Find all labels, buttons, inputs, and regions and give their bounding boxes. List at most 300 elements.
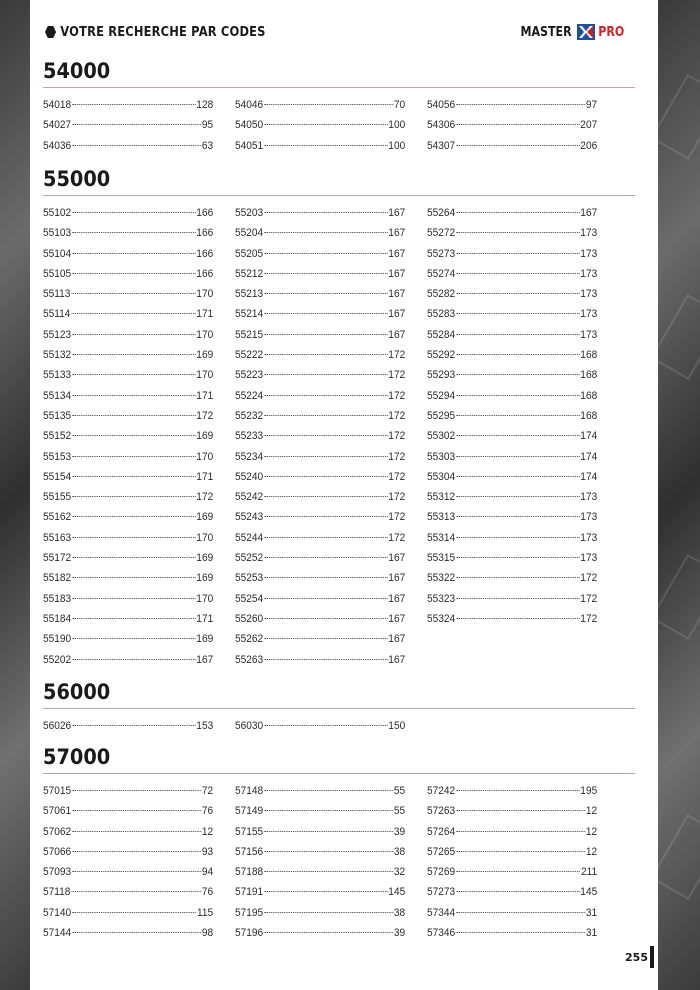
index-entry	[235, 264, 405, 284]
dot-leader	[72, 659, 195, 660]
dot-leader	[72, 932, 201, 933]
index-entry	[43, 115, 213, 135]
dot-leader	[72, 577, 195, 578]
page-reference: 172	[196, 409, 214, 422]
dot-leader	[264, 659, 387, 660]
index-entry	[43, 923, 213, 943]
index-entry	[235, 923, 405, 943]
index-entry	[235, 406, 405, 426]
header-title	[45, 24, 266, 40]
product-code: 55134	[43, 389, 72, 402]
section-57000	[43, 744, 635, 943]
page-reference: 55	[393, 785, 406, 797]
index-entry	[427, 264, 597, 284]
index-entry	[427, 325, 597, 345]
dot-leader	[72, 456, 195, 457]
page-reference: 172	[388, 389, 406, 402]
product-code: 55264	[427, 207, 456, 219]
page-reference: 172	[388, 531, 406, 544]
dot-leader	[72, 395, 195, 396]
index-entry	[235, 386, 405, 406]
product-code: 55253	[235, 572, 264, 585]
logo-master-text: MASTER	[520, 24, 572, 40]
page-reference: 31	[585, 906, 598, 919]
index-entry	[235, 528, 405, 548]
index-entry	[235, 365, 405, 385]
index-entry	[235, 862, 405, 882]
dot-leader	[72, 638, 195, 639]
page-reference: 63	[201, 139, 214, 152]
page-reference: 38	[393, 906, 406, 919]
page-reference: 12	[585, 825, 598, 838]
section-title: 56000	[43, 680, 111, 704]
dot-leader	[72, 415, 195, 416]
product-code: 55294	[427, 389, 456, 402]
dot-leader	[456, 212, 579, 213]
index-entry	[235, 801, 405, 821]
index-entry	[43, 304, 213, 324]
product-code: 55105	[43, 267, 72, 280]
product-code: 55190	[43, 633, 72, 646]
index-entry	[43, 426, 213, 446]
index-entry	[235, 467, 405, 487]
dot-leader	[72, 790, 201, 791]
page-reference: 170	[196, 369, 214, 382]
product-code: 54056	[427, 99, 456, 111]
index-column	[427, 203, 597, 629]
product-code: 55183	[43, 592, 72, 605]
page-reference: 167	[388, 288, 406, 301]
index-entry	[427, 781, 597, 801]
index-entry	[235, 548, 405, 568]
dot-leader	[264, 537, 387, 538]
dot-leader	[264, 395, 387, 396]
index-entry	[427, 548, 597, 568]
index-entry	[427, 822, 597, 842]
dot-leader	[72, 253, 195, 254]
index-entry	[43, 136, 213, 156]
section-divider	[43, 195, 635, 196]
index-entry	[427, 923, 597, 943]
page-reference: 12	[201, 825, 214, 838]
page-reference: 170	[196, 531, 214, 544]
product-code: 57061	[43, 805, 72, 818]
page-reference: 168	[580, 389, 598, 402]
page-reference: 167	[388, 267, 406, 280]
product-code: 55303	[427, 450, 456, 463]
product-code: 57344	[427, 906, 456, 919]
dot-leader	[264, 516, 387, 517]
product-code: 55223	[235, 369, 264, 382]
dot-leader	[456, 334, 579, 335]
dot-leader	[456, 124, 579, 125]
section-title: 57000	[43, 745, 111, 769]
background-right-strip	[658, 0, 700, 990]
index-entry	[43, 386, 213, 406]
page-reference: 76	[201, 805, 214, 818]
background-left-strip	[0, 0, 30, 990]
index-entry	[43, 95, 213, 115]
dot-leader	[264, 912, 393, 913]
product-code: 56026	[43, 720, 72, 732]
index-entry	[427, 284, 597, 304]
product-code: 55315	[427, 552, 456, 565]
page-reference: 70	[393, 99, 406, 111]
product-code: 54018	[43, 99, 72, 111]
product-code: 55212	[235, 267, 264, 280]
index-entry	[427, 467, 597, 487]
index-entry	[235, 115, 405, 135]
index-entry	[235, 325, 405, 345]
product-code: 55233	[235, 430, 264, 443]
dot-leader	[456, 577, 579, 578]
product-code: 55292	[427, 349, 456, 362]
index-entry	[235, 95, 405, 115]
index-entry	[427, 203, 597, 223]
page-reference: 172	[388, 491, 406, 504]
dot-leader	[456, 354, 579, 355]
dot-leader	[264, 618, 387, 619]
product-code: 57118	[43, 886, 71, 899]
page-reference: 150	[388, 720, 406, 732]
index-entry	[427, 244, 597, 264]
index-entry	[427, 406, 597, 426]
page-reference: 172	[388, 511, 406, 524]
dot-leader	[264, 232, 387, 233]
dot-leader	[264, 374, 387, 375]
index-entry	[235, 716, 405, 736]
page-reference: 167	[388, 308, 406, 321]
logo-pro-text: PRO	[598, 24, 625, 40]
product-code: 55184	[43, 612, 72, 625]
page-reference: 211	[581, 866, 598, 879]
index-entry	[43, 568, 213, 588]
page-reference: 173	[580, 531, 598, 544]
product-code: 54046	[235, 99, 264, 111]
index-entry	[235, 781, 405, 801]
page-reference: 167	[388, 612, 406, 625]
index-column	[235, 781, 405, 943]
product-code: 55162	[43, 511, 72, 524]
index-entry	[235, 304, 405, 324]
dot-leader	[264, 790, 393, 791]
page-reference: 172	[580, 572, 598, 585]
dot-leader	[456, 253, 579, 254]
dot-leader	[72, 912, 196, 913]
product-code: 55284	[427, 328, 456, 341]
product-code: 55202	[43, 653, 72, 666]
hexagon-bullet-icon	[45, 26, 56, 38]
product-code: 55205	[235, 247, 264, 260]
index-entry	[43, 822, 213, 842]
page-reference: 39	[393, 927, 406, 940]
dot-leader	[456, 891, 579, 892]
index-entry	[235, 568, 405, 588]
dot-leader	[456, 145, 579, 146]
product-code: 57156	[235, 845, 264, 858]
product-code: 55172	[43, 552, 72, 565]
product-code: 57155	[235, 825, 264, 838]
index-entry	[43, 325, 213, 345]
page-reference: 169	[196, 552, 214, 565]
product-code: 55282	[427, 288, 456, 301]
product-code: 55224	[235, 389, 264, 402]
dot-leader	[456, 435, 579, 436]
product-code: 57273	[427, 886, 456, 899]
index-entry	[427, 903, 597, 923]
product-code: 57140	[43, 906, 72, 919]
index-entry	[235, 487, 405, 507]
product-code: 55263	[235, 653, 264, 666]
page-reference: 12	[585, 845, 598, 858]
page-reference: 169	[196, 633, 214, 646]
dot-leader	[456, 496, 579, 497]
product-code: 57264	[427, 825, 456, 838]
page-reference: 32	[393, 866, 406, 879]
page-reference: 171	[196, 308, 214, 321]
dot-leader	[456, 810, 585, 811]
page-reference: 169	[196, 430, 214, 443]
dot-leader	[456, 516, 579, 517]
page-reference: 153	[196, 720, 214, 732]
dot-leader	[264, 831, 393, 832]
dot-leader	[72, 618, 195, 619]
index-entry	[43, 609, 213, 629]
product-code: 57148	[235, 785, 264, 797]
product-code: 55204	[235, 227, 264, 240]
index-entry	[43, 862, 213, 882]
page-reference: 172	[388, 430, 406, 443]
page-reference: 171	[196, 612, 214, 625]
dot-leader	[71, 891, 201, 892]
index-entry	[43, 203, 213, 223]
page-reference: 170	[196, 328, 214, 341]
index-entry	[43, 842, 213, 862]
index-entry	[43, 882, 213, 902]
masterpro-logo	[516, 24, 627, 40]
index-entry	[427, 568, 597, 588]
dot-leader	[264, 932, 393, 933]
dot-leader	[71, 293, 195, 294]
index-entry	[427, 609, 597, 629]
product-code: 55262	[235, 633, 264, 646]
index-column	[427, 781, 597, 943]
index-entry	[427, 447, 597, 467]
dot-leader	[264, 476, 387, 477]
page-reference: 128	[196, 99, 214, 111]
dot-leader	[72, 273, 195, 274]
product-code: 55104	[43, 247, 72, 260]
dot-leader	[264, 212, 387, 213]
product-code: 55155	[43, 491, 72, 504]
dot-leader	[456, 395, 579, 396]
page-reference: 12	[585, 805, 598, 818]
page-reference: 173	[580, 288, 598, 301]
page-reference: 169	[196, 572, 214, 585]
dot-leader	[456, 232, 579, 233]
index-entry	[427, 862, 597, 882]
product-code: 55114	[43, 308, 71, 321]
page-reference: 168	[580, 409, 598, 422]
dot-leader	[456, 831, 585, 832]
product-code: 57093	[43, 866, 72, 879]
product-code: 55182	[43, 572, 72, 585]
page-reference: 173	[580, 227, 598, 240]
product-code: 57196	[235, 927, 264, 940]
page-reference: 167	[388, 207, 406, 219]
page-reference: 95	[201, 119, 214, 132]
page-reference: 93	[201, 845, 214, 858]
product-code: 57346	[427, 927, 456, 940]
index-entry	[235, 629, 405, 649]
page-reference: 167	[388, 653, 406, 666]
page-header	[45, 22, 627, 46]
page-reference: 166	[196, 267, 214, 280]
page-reference: 167	[388, 247, 406, 260]
page-reference: 166	[196, 227, 214, 240]
index-entry	[235, 903, 405, 923]
index-entry	[43, 487, 213, 507]
product-code: 55260	[235, 612, 264, 625]
dot-leader	[72, 104, 195, 105]
page-reference: 173	[580, 552, 598, 565]
index-entry	[235, 203, 405, 223]
dot-leader	[72, 145, 201, 146]
index-entry	[43, 589, 213, 609]
product-code: 55295	[427, 409, 456, 422]
index-entry	[427, 528, 597, 548]
dot-leader	[72, 810, 201, 811]
dot-leader	[72, 334, 195, 335]
product-code: 57015	[43, 785, 72, 797]
index-entry	[235, 345, 405, 365]
dot-leader	[456, 932, 585, 933]
product-code: 55154	[43, 470, 72, 483]
index-entry	[235, 284, 405, 304]
section-title: 55000	[43, 167, 111, 191]
product-code: 55123	[43, 328, 72, 341]
index-entry	[43, 223, 213, 243]
product-code: 57149	[235, 805, 264, 818]
page-reference: 172	[388, 409, 406, 422]
index-entry	[43, 447, 213, 467]
product-code: 54306	[427, 119, 456, 132]
index-entry	[235, 842, 405, 862]
dot-leader	[456, 598, 579, 599]
page-reference: 169	[196, 349, 214, 362]
logo-x-icon	[577, 24, 595, 40]
page-reference: 167	[388, 572, 406, 585]
product-code: 55215	[235, 328, 264, 341]
product-code: 55135	[43, 409, 72, 422]
product-code: 55322	[427, 572, 456, 585]
dot-leader	[264, 313, 387, 314]
product-code: 57195	[235, 906, 264, 919]
dot-leader	[456, 273, 579, 274]
page-reference: 167	[388, 227, 406, 240]
page-reference: 173	[580, 491, 598, 504]
page-number-bar	[650, 946, 654, 968]
dot-leader	[72, 354, 195, 355]
page-reference: 166	[196, 247, 214, 260]
dot-leader	[72, 124, 201, 125]
index-entry	[427, 345, 597, 365]
section-divider	[43, 773, 635, 774]
index-column	[235, 203, 405, 670]
dot-leader	[264, 496, 387, 497]
product-code: 55323	[427, 592, 456, 605]
page-reference: 100	[388, 139, 406, 152]
page-reference: 206	[580, 139, 598, 152]
product-code: 54050	[235, 119, 264, 132]
index-entry	[43, 507, 213, 527]
section-divider	[43, 87, 635, 88]
dot-leader	[72, 851, 201, 852]
index-column	[43, 203, 213, 670]
product-code: 55313	[427, 511, 456, 524]
index-entry	[43, 781, 213, 801]
index-entry	[427, 136, 597, 156]
product-code: 57062	[43, 825, 72, 838]
dot-leader	[456, 557, 579, 558]
dot-leader	[264, 598, 387, 599]
product-code: 55240	[235, 470, 264, 483]
page-reference: 167	[388, 633, 406, 646]
page-reference: 166	[196, 207, 214, 219]
dot-leader	[456, 790, 579, 791]
dot-leader	[72, 496, 195, 497]
index-entry	[43, 345, 213, 365]
page-reference: 170	[196, 592, 214, 605]
product-code: 55293	[427, 369, 456, 382]
dot-leader	[264, 273, 387, 274]
index-entry	[43, 244, 213, 264]
dot-leader	[456, 618, 579, 619]
dot-leader	[456, 871, 580, 872]
dot-leader	[456, 912, 585, 913]
page-reference: 31	[585, 927, 598, 940]
index-column	[235, 716, 405, 736]
index-column	[43, 95, 213, 156]
index-entry	[235, 650, 405, 670]
section-title: 54000	[43, 59, 111, 83]
page-reference: 167	[388, 592, 406, 605]
index-entry	[43, 284, 213, 304]
dot-leader	[72, 598, 195, 599]
product-code: 55273	[427, 247, 456, 260]
page-reference: 171	[196, 389, 214, 402]
page-reference: 172	[196, 491, 214, 504]
product-code: 55153	[43, 450, 72, 463]
page-reference: 173	[580, 247, 598, 260]
page-reference: 173	[580, 267, 598, 280]
page-reference: 98	[201, 927, 214, 940]
dot-leader	[264, 638, 387, 639]
index-entry	[427, 115, 597, 135]
dot-leader	[72, 557, 195, 558]
dot-leader	[71, 313, 195, 314]
page-reference: 167	[388, 328, 406, 341]
page-reference: 55	[393, 805, 406, 818]
product-code: 57265	[427, 845, 456, 858]
page-reference: 171	[196, 470, 214, 483]
index-entry	[43, 528, 213, 548]
page-reference: 170	[196, 288, 214, 301]
product-code: 55214	[235, 308, 264, 321]
product-code: 57066	[43, 845, 72, 858]
dot-leader	[264, 557, 387, 558]
index-entry	[43, 903, 213, 923]
